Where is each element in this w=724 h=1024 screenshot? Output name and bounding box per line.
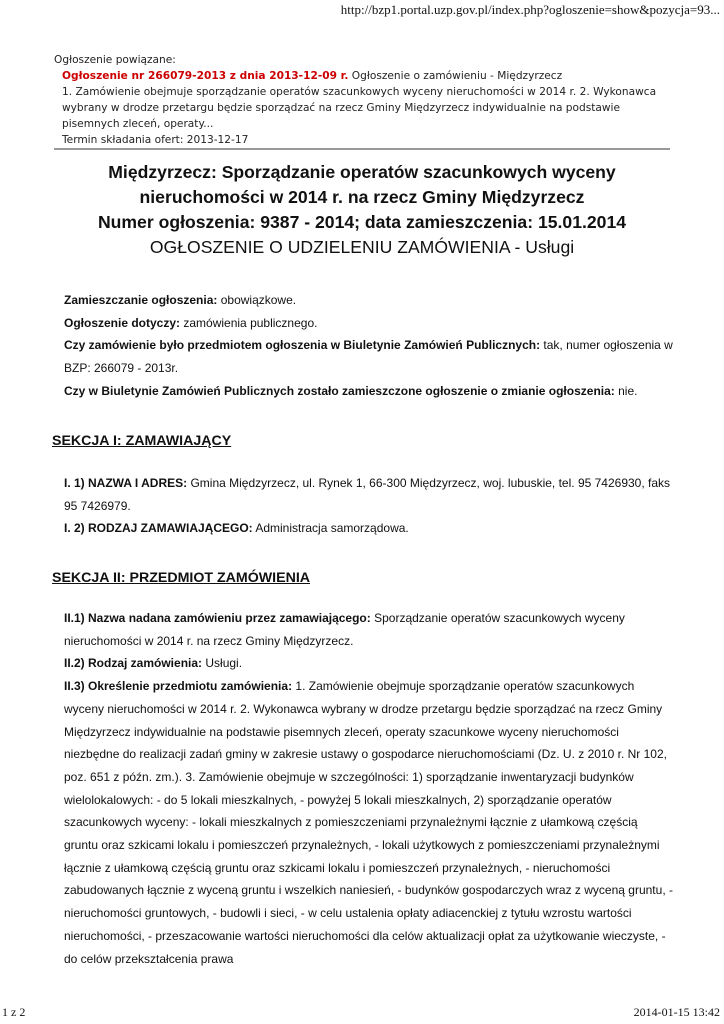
notice-category: - Usługi bbox=[509, 237, 575, 257]
intro-q3: Czy zamówienie było przedmiotem ogłoszenia w Biuletynie Zamówień Publicznych: tak, numer ogłoszenia w BZP: 266079 - 2013r. bbox=[64, 338, 673, 376]
intro-q1: Zamieszczanie ogłoszenia: obowiązkowe. bbox=[64, 293, 297, 307]
title-line-4 bbox=[54, 235, 670, 260]
title-line-1: Międzyrzecz: Sporządzanie operatów szacunkowych wyceny bbox=[108, 162, 616, 182]
intro-block bbox=[64, 289, 674, 403]
title-line-2: nieruchomości w 2014 r. na rzecz Gminy Międzyrzecz bbox=[139, 187, 585, 207]
page-number: 1 z 2 bbox=[2, 1005, 26, 1019]
section-1-type: I. 2) RODZAJ ZAMAWIAJĄCEGO: Administracja samorządowa. bbox=[64, 521, 409, 536]
page-url: http://bzp1.portal.uzp.gov.pl/index.php?ogloszenie=show&pozycja=93... bbox=[340, 2, 720, 17]
intro-q2: Ogłoszenie dotyczy: zamówienia publicznego. bbox=[64, 315, 318, 330]
related-description: 1. Zamówienie obejmuje sporządzanie operatów szacunkowych wyceny nieruchomości w 2014 r. 2. Wykonawca wybrany w drodze przetargu będzie sporządzać na rzecz Gminy Międzyrzecz indywidualnie na podstawie pisemnych zleceń, operaty... bbox=[62, 86, 657, 130]
section-1-block bbox=[64, 472, 674, 540]
section-2-block bbox=[64, 607, 674, 970]
section-2-type: II.2) Rodzaj zamówienia: Usługi. bbox=[64, 656, 243, 671]
section-2-name: II.1) Nazwa nadana zamówieniu przez zamawiającego: Sporządzanie operatów szacunkowych wyceny nieruchomości w 2014 r. na rzecz Gminy Międzyrzecz. bbox=[64, 611, 625, 648]
divider bbox=[54, 148, 670, 150]
notice-type: OGŁOSZENIE O UDZIELENIU ZAMÓWIENIA bbox=[149, 237, 510, 257]
related-body bbox=[54, 68, 674, 148]
section-2-heading: SEKCJA II: PRZEDMIOT ZAMÓWIENIA bbox=[52, 570, 311, 586]
section-1-heading: SEKCJA I: ZAMAWIAJĄCY bbox=[52, 433, 232, 449]
intro-q4: Czy w Biuletynie Zamówień Publicznych zostało zamieszczone ogłoszenie o zmianie ogłoszenia: nie. bbox=[64, 383, 638, 398]
page-title bbox=[54, 160, 670, 260]
section-1-name-address: I. 1) NAZWA I ADRES: Gmina Międzyrzecz, ul. Rynek 1, 66-300 Międzyrzecz, woj. lubuskie, tel. 95 7426930, faks 95 7426979. bbox=[64, 476, 671, 513]
related-label: Ogłoszenie powiązane: bbox=[54, 54, 176, 66]
related-notice bbox=[54, 52, 674, 148]
section-2-description: II.3) Określenie przedmiotu zamówienia: 1. Zamówienie obejmuje sporządzanie operatów szacunkowych wyceny nieruchomości w 2014 r. 2. Wykonawca wybrany w drodze przetargu będzie sporządzać na rzecz Gminy Międzyrzecz indywidualnie na podstawie pisemnych zleceń, operaty szacunkowe wyceny nieruchomości niezbędne do realizacji zadań gminy w zakresie ustawy o gospodarce nieruchomościami (Dz. U. z 2010 r. Nr 102, poz. 651 z późn. zm.). 3. Zamówienie obejmuje w szczególności: 1) sporządzanie inwentaryzacji budynków wielolokalowych: - do 5 lokali mieszkalnych, - powyżej 5 lokali mieszkalnych, 2) sporządzanie operatów szacunkowych wyceny: - lokali mieszkalnych z pomieszczeniami przynależnymi łącznie z ułamkową częścią gruntu oraz szkicami lokalu i pomieszczeń przynależnych, - lokali użytkowych z pomieszczeniami przynależnymi łącznie z ułamkową częścią gruntu oraz szkicami lokalu i pomieszczeń przynależnych, - nieruchomości zabudowanych łącznie z wyceną gruntu i wszelkich naniesień, - budynków gospodarczych wraz z wyceną gruntu, - nieruchomości gruntowych, - budowli i sieci, - w celu ustalenia opłaty adiacenckiej z tytułu wzrostu wartości nieruchomości, - przeszacowanie wartości nieruchomości dla celów aktualizacji opłat za użytkowanie wieczyste, - do celów przekształcenia prawa bbox=[64, 679, 673, 966]
related-deadline: Termin składania ofert: 2013-12-17 bbox=[62, 134, 249, 146]
title-line-3: Numer ogłoszenia: 9387 - 2014; data zamieszczenia: 15.01.2014 bbox=[97, 212, 627, 232]
related-notice-type: Ogłoszenie o zamówieniu - Międzyrzecz bbox=[351, 70, 563, 82]
print-datetime: 2014-01-15 13:42 bbox=[633, 1005, 720, 1019]
related-notice-link[interactable]: Ogłoszenie nr 266079-2013 z dnia 2013-12-09 r. bbox=[62, 70, 349, 82]
